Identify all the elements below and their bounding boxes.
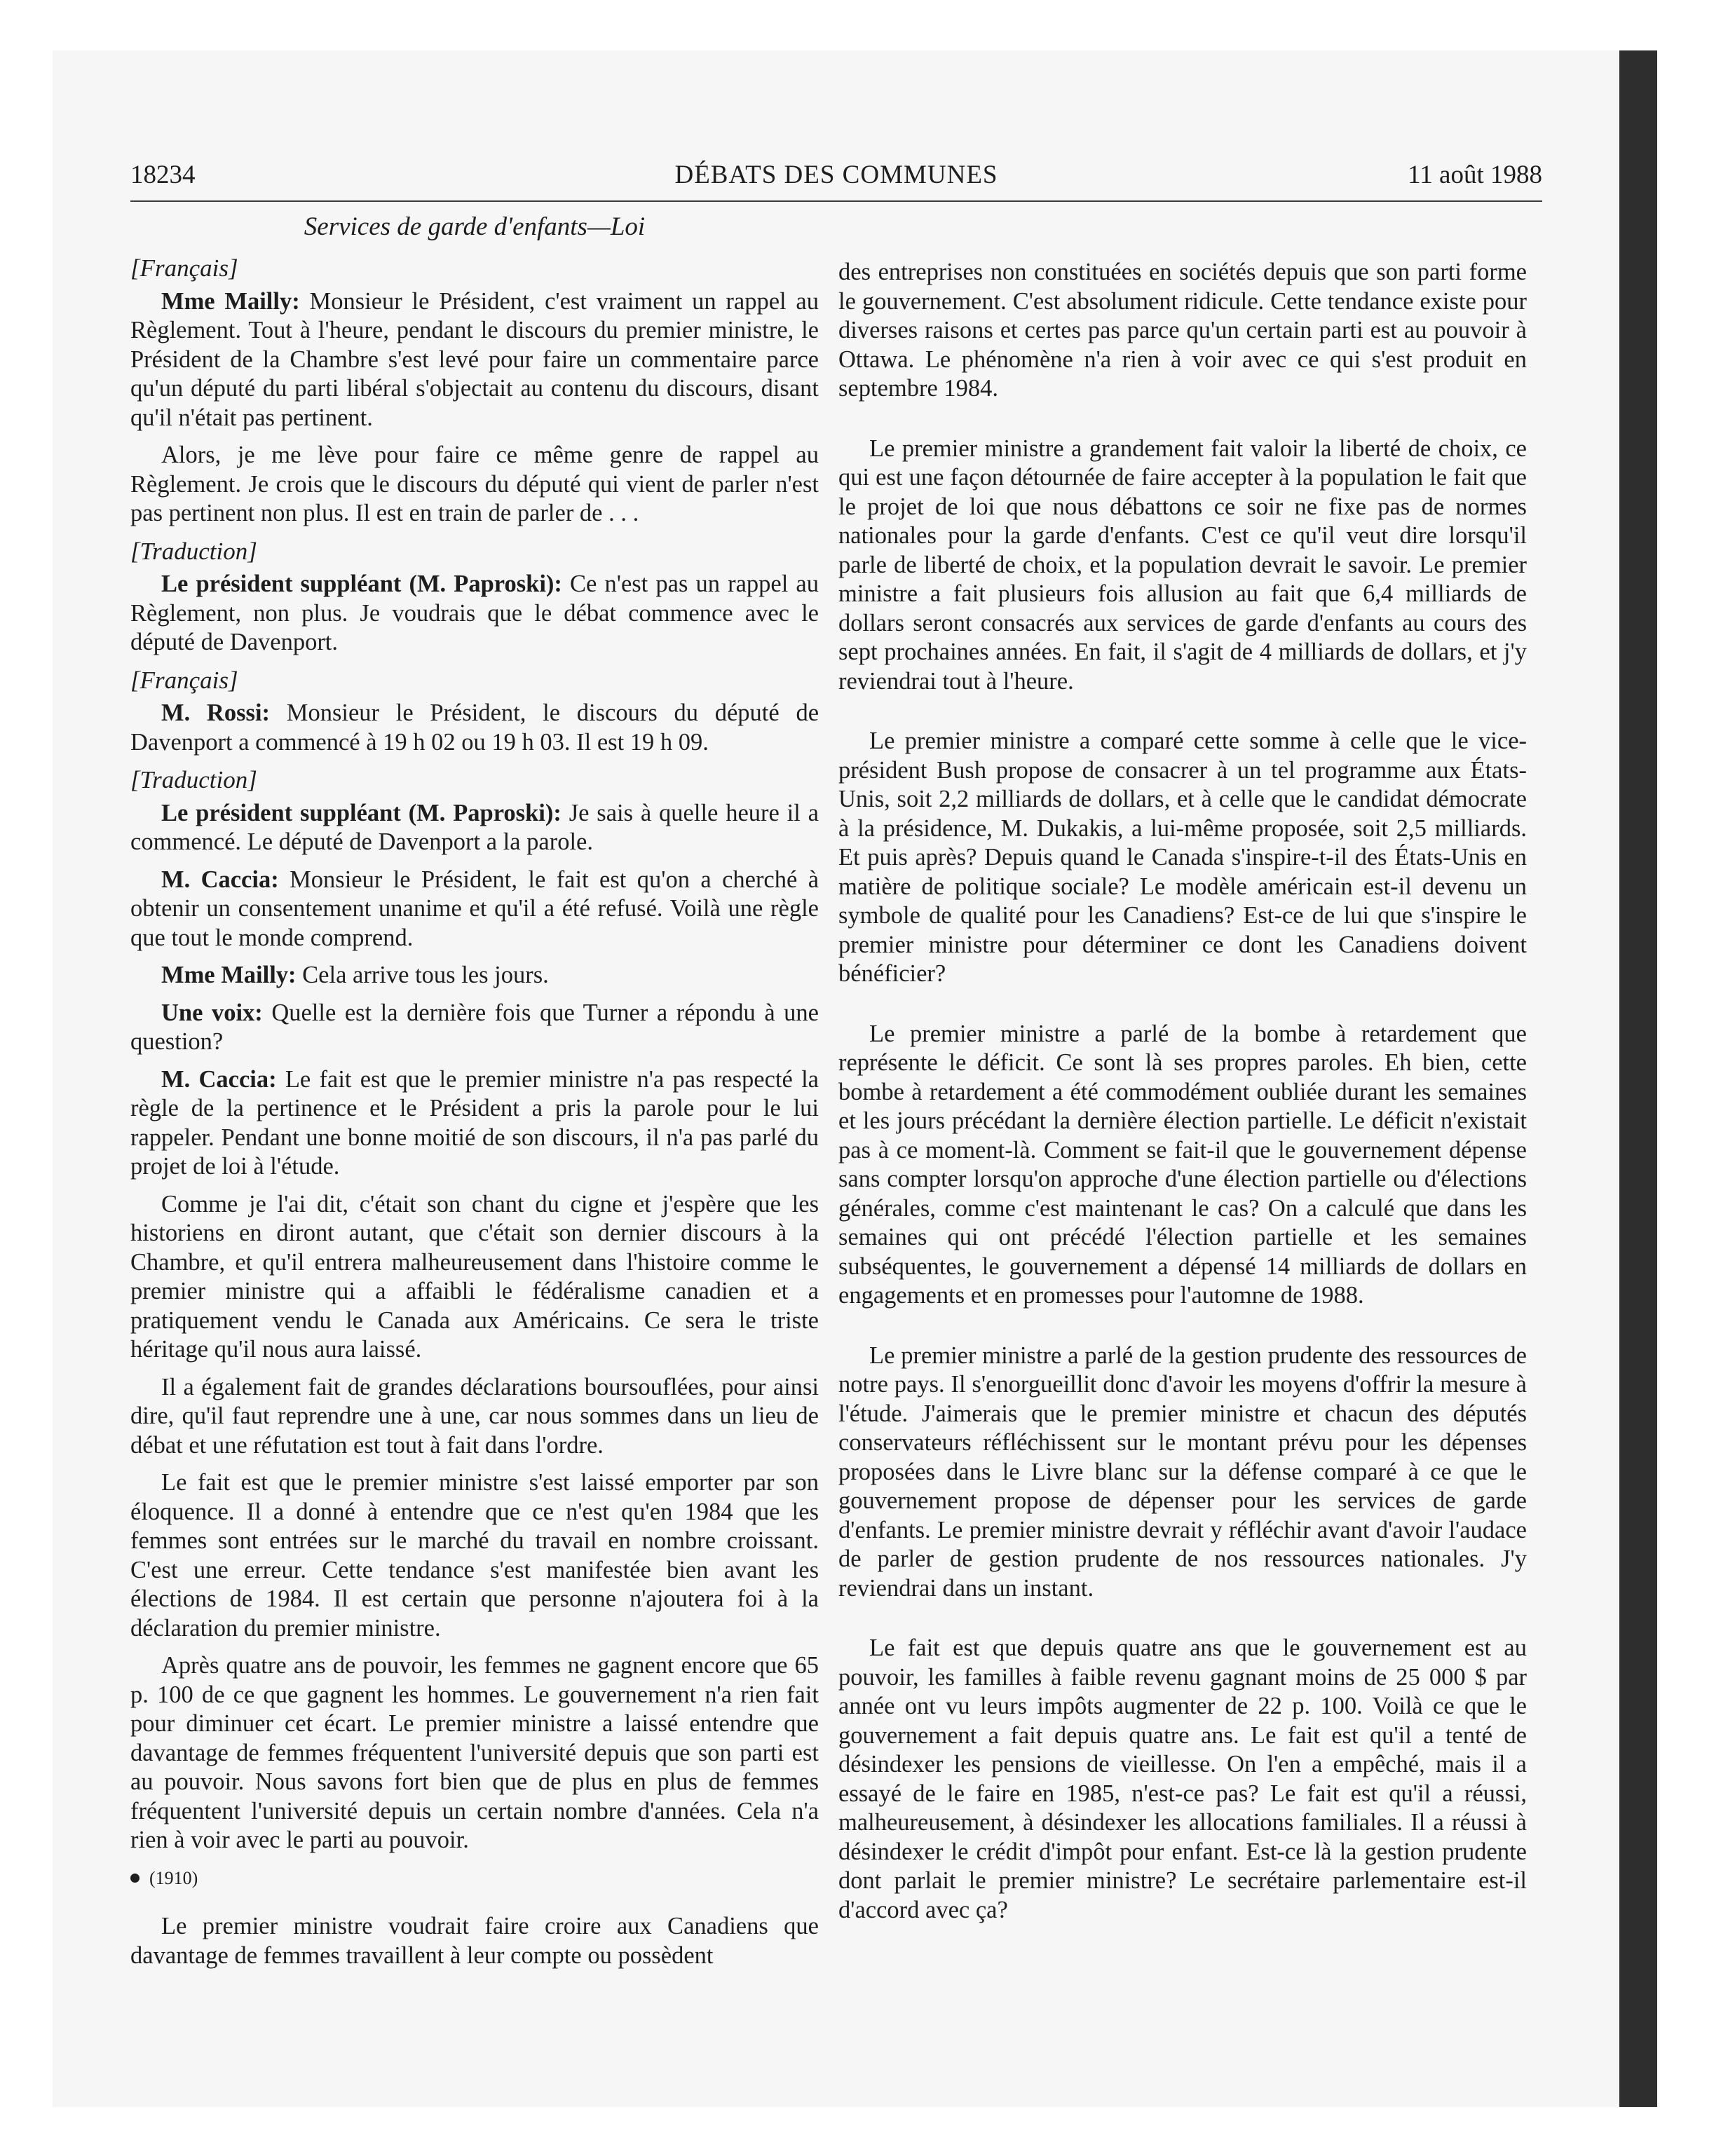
body-paragraph: Le premier ministre a grandement fait valoir la liberté de choix, ce qui est une façon détournée de faire accepter à la population le fait que le projet de loi que nous débattons ce soir ne fixe pas de normes nationales pour la garde d'enfants. C'est ce qu'il veut dire lorsqu'il parle de liberté de choix, et la population devrait le savoir. Le premier ministre a fait plusieurs fois allusion au fait que 6,4 milliards de dollars seront consacrés aux services de garde d'enfants au cours des sept prochaines années. En fait, il s'agit de 4 milliards de dollars, et j'y reviendrai tout à l'heure.	[838, 435, 1527, 695]
speaker-name: Le président suppléant (M. Paproski):	[161, 799, 562, 826]
speech-text: Monsieur le Président, c'est vraiment un rappel au Règlement. Tout à l'heure, pendant le discours du premier ministre, le Président de la Chambre s'est levé pour faire un commentaire parce qu'un député du parti libéral s'objectait au contenu du discours, disant qu'il n'était pas pertinent.	[130, 287, 819, 431]
page-number: 18234	[130, 161, 196, 189]
body-paragraph: Le premier ministre a comparé cette somme à celle que le vice-président Bush propose de consacrer à un tel programme aux États-Unis, soit 2,2 milliards de dollars, et à celle que le candidat démocrate à la présidence, M. Dukakis, a lui-même proposée, soit 2,5 milliards. Et puis après? Depuis quand le Canada s'inspire-t-il des États-Unis en matière de politique sociale? Le modèle américain est-il devenu un symbole de qualité pour les Canadiens? Est-ce de lui que s'inspire le premier ministre pour déterminer ce dont les Canadiens doivent bénéficier?	[838, 728, 1527, 987]
section-title: Services de garde d'enfants—Loi	[304, 212, 646, 241]
speaker-name: Une voix:	[161, 999, 263, 1026]
body-paragraph: Il a également fait de grandes déclarations boursouflées, pour ainsi dire, qu'il faut reprendre une à une, car nous sommes dans un lieu de débat et une réfutation est tout à fait dans l'ordre.	[130, 1373, 819, 1459]
continued-paragraph: des entreprises non constituées en sociétés depuis que son parti forme le gouvernement. C'est absolument ridicule. Cette tendance existe pour diverses raisons et certes pas parce qu'un certain parti est au pouvoir à Ottawa. Le phénomène n'a rien à voir avec ce qui s'est produit en septembre 1984.	[838, 259, 1527, 402]
language-tag: [Français]	[130, 254, 238, 282]
speech-text: Le fait est que le premier ministre n'a pas respecté la règle de la pertinence et le Président a pris la parole pour le lui rappeler. Pendant une bonne moitié de son discours, il n'a pas parlé du projet de loi à l'étude.	[130, 1065, 819, 1180]
speaker-name: M. Caccia:	[161, 1065, 277, 1093]
speech-text: Je sais à quelle heure il a commencé. Le député de Davenport a la parole.	[130, 799, 819, 855]
speech-paragraph	[130, 287, 819, 433]
body-paragraph: Le fait est que le premier ministre s'est laissé emporter par son éloquence. Il a donné à entendre que ce n'est qu'en 1984 que les femmes sont entrées sur le marché du travail en nombre croissant. C'est une erreur. Cette tendance s'est manifestée bien avant les élections de 1984. Il est certain que personne n'ajoutera foi à la déclaration du premier ministre.	[130, 1469, 819, 1642]
issue-date: 11 août 1988	[1408, 161, 1542, 189]
right-column	[838, 258, 1527, 1956]
body-paragraph: Le premier ministre a parlé de la bombe à retardement que représente le déficit. Ce sont là ses propres paroles. Eh bien, cette bombe à retardement a été commodément oubliée durant les semaines et les jours précédant la dernière élection partielle. Le déficit n'existait pas à ce moment-là. Comment se fait-il que le gouvernement dépense sans compter lorsqu'on approche d'une élection partielle ou d'élections générales, comme c'est maintenant le cas? On a calculé que dans les semaines qui ont précédé l'élection partielle et les semaines subséquentes, le gouvernement a dépensé 14 milliards de dollars en engagements et en promesses pour l'automne de 1988.	[838, 1020, 1527, 1309]
language-tag: [Traduction]	[130, 537, 257, 565]
speech-text: Ce n'est pas un rappel au Règlement, non plus. Je voudrais que le débat commence avec le député de Davenport.	[130, 571, 819, 655]
speaker-name: M. Rossi:	[161, 700, 271, 726]
body-paragraph: Alors, je me lève pour faire ce même genre de rappel au Règlement. Je crois que le discours du député qui vient de parler n'est pas pertinent non plus. Il est en train de parler de . . .	[130, 442, 819, 526]
language-tag: [Français]	[130, 666, 238, 694]
speech-paragraph	[130, 1065, 819, 1182]
bullet-icon	[130, 1874, 140, 1883]
speech-paragraph	[130, 866, 819, 953]
body-paragraph: Le premier ministre voudrait faire croire aux Canadiens que davantage de femmes travaillent à leur compte ou possèdent	[130, 1913, 819, 1969]
speech-paragraph	[130, 961, 819, 990]
speaker-name: Mme Mailly:	[161, 287, 300, 315]
scan-edge-bar	[1619, 50, 1657, 2107]
left-column	[130, 254, 819, 1979]
speaker-name: Mme Mailly:	[161, 962, 297, 988]
time-text: (1910)	[149, 1867, 198, 1888]
language-tag: [Traduction]	[130, 766, 257, 793]
page-header	[130, 160, 1542, 199]
speech-paragraph	[130, 699, 819, 757]
speech-paragraph	[130, 799, 819, 857]
speech-text: Cela arrive tous les jours.	[296, 962, 549, 988]
header-rule	[130, 200, 1542, 202]
body-paragraph: Après quatre ans de pouvoir, les femmes ne gagnent encore que 65 p. 100 de ce que gagnent les hommes. Le gouvernement n'a rien fait pour diminuer cet écart. Le premier ministre a laissé entendre que davantage de femmes fréquentent l'université depuis que son parti est au pouvoir. Nous savons fort bien que de plus en plus de femmes fréquentent l'université depuis un certain nombre d'années. Cela n'a rien à voir avec le parti au pouvoir.	[130, 1652, 819, 1853]
speech-text: Monsieur le Président, le fait est qu'on a cherché à obtenir un consentement unanime et qu'il a été refusé. Voilà une règle que tout le monde comprend.	[130, 866, 819, 951]
body-paragraph: Le fait est que depuis quatre ans que le gouvernement est au pouvoir, les familles à faible revenu gagnant moins de 25 000 $ par année ont vu leurs impôts augmenter de 22 p. 100. Voilà ce que le gouvernement a fait depuis quatre ans. Le fait est qu'il a tenté de désindexer les pensions de vieillesse. On l'en a empêché, mais il a essayé de le faire en 1985, n'est-ce pas? Le fait est qu'il a réussi, malheureusement, à désindexer les allocations familiales. Il a réussi à désindexer le crédit d'impôt pour enfant. Est-ce là la gestion prudente dont parlait le premier ministre? Le secrétaire parlementaire est-il d'accord avec ça?	[838, 1635, 1527, 1923]
speech-paragraph	[130, 999, 819, 1057]
speaker-name: Le président suppléant (M. Paproski):	[161, 571, 562, 597]
body-paragraph: Le premier ministre a parlé de la gestion prudente des ressources de notre pays. Il s'enorgueillit donc d'avoir les moyens d'offrir la mesure à l'étude. J'aimerais que le premier ministre et chacun des députés conservateurs réfléchissent sur le montant prévu pour les dépenses proposées dans le Livre blanc sur la défense comparé à ce que le gouvernement propose de dépenser pour les services de garde d'enfants. Le premier ministre devrait y réfléchir avant d'avoir l'audace de parler de gestion prudente de nos ressources nationales. J'y reviendrai dans un instant.	[838, 1342, 1527, 1602]
time-marker	[130, 1864, 819, 1893]
journal-title: DÉBATS DES COMMUNES	[674, 161, 998, 189]
speaker-name: M. Caccia:	[161, 866, 279, 893]
body-paragraph: Comme je l'ai dit, c'était son chant du cigne et j'espère que les historiens en diront autant, que c'était son dernier discours à la Chambre, et qu'il entrera malheureusement dans l'histoire comme le premier ministre qui a affaibli le fédéralisme canadien et a pratiquement vendu le Canada aux Américains. Ce sera le triste héritage qu'il nous aura laissé.	[130, 1190, 819, 1363]
speech-text: Monsieur le Président, le discours du député de Davenport a commencé à 19 h 02 ou 19 h 03. Il est 19 h 09.	[130, 700, 819, 756]
speech-text: Quelle est la dernière fois que Turner a répondu à une question?	[130, 999, 819, 1055]
speech-paragraph	[130, 570, 819, 657]
